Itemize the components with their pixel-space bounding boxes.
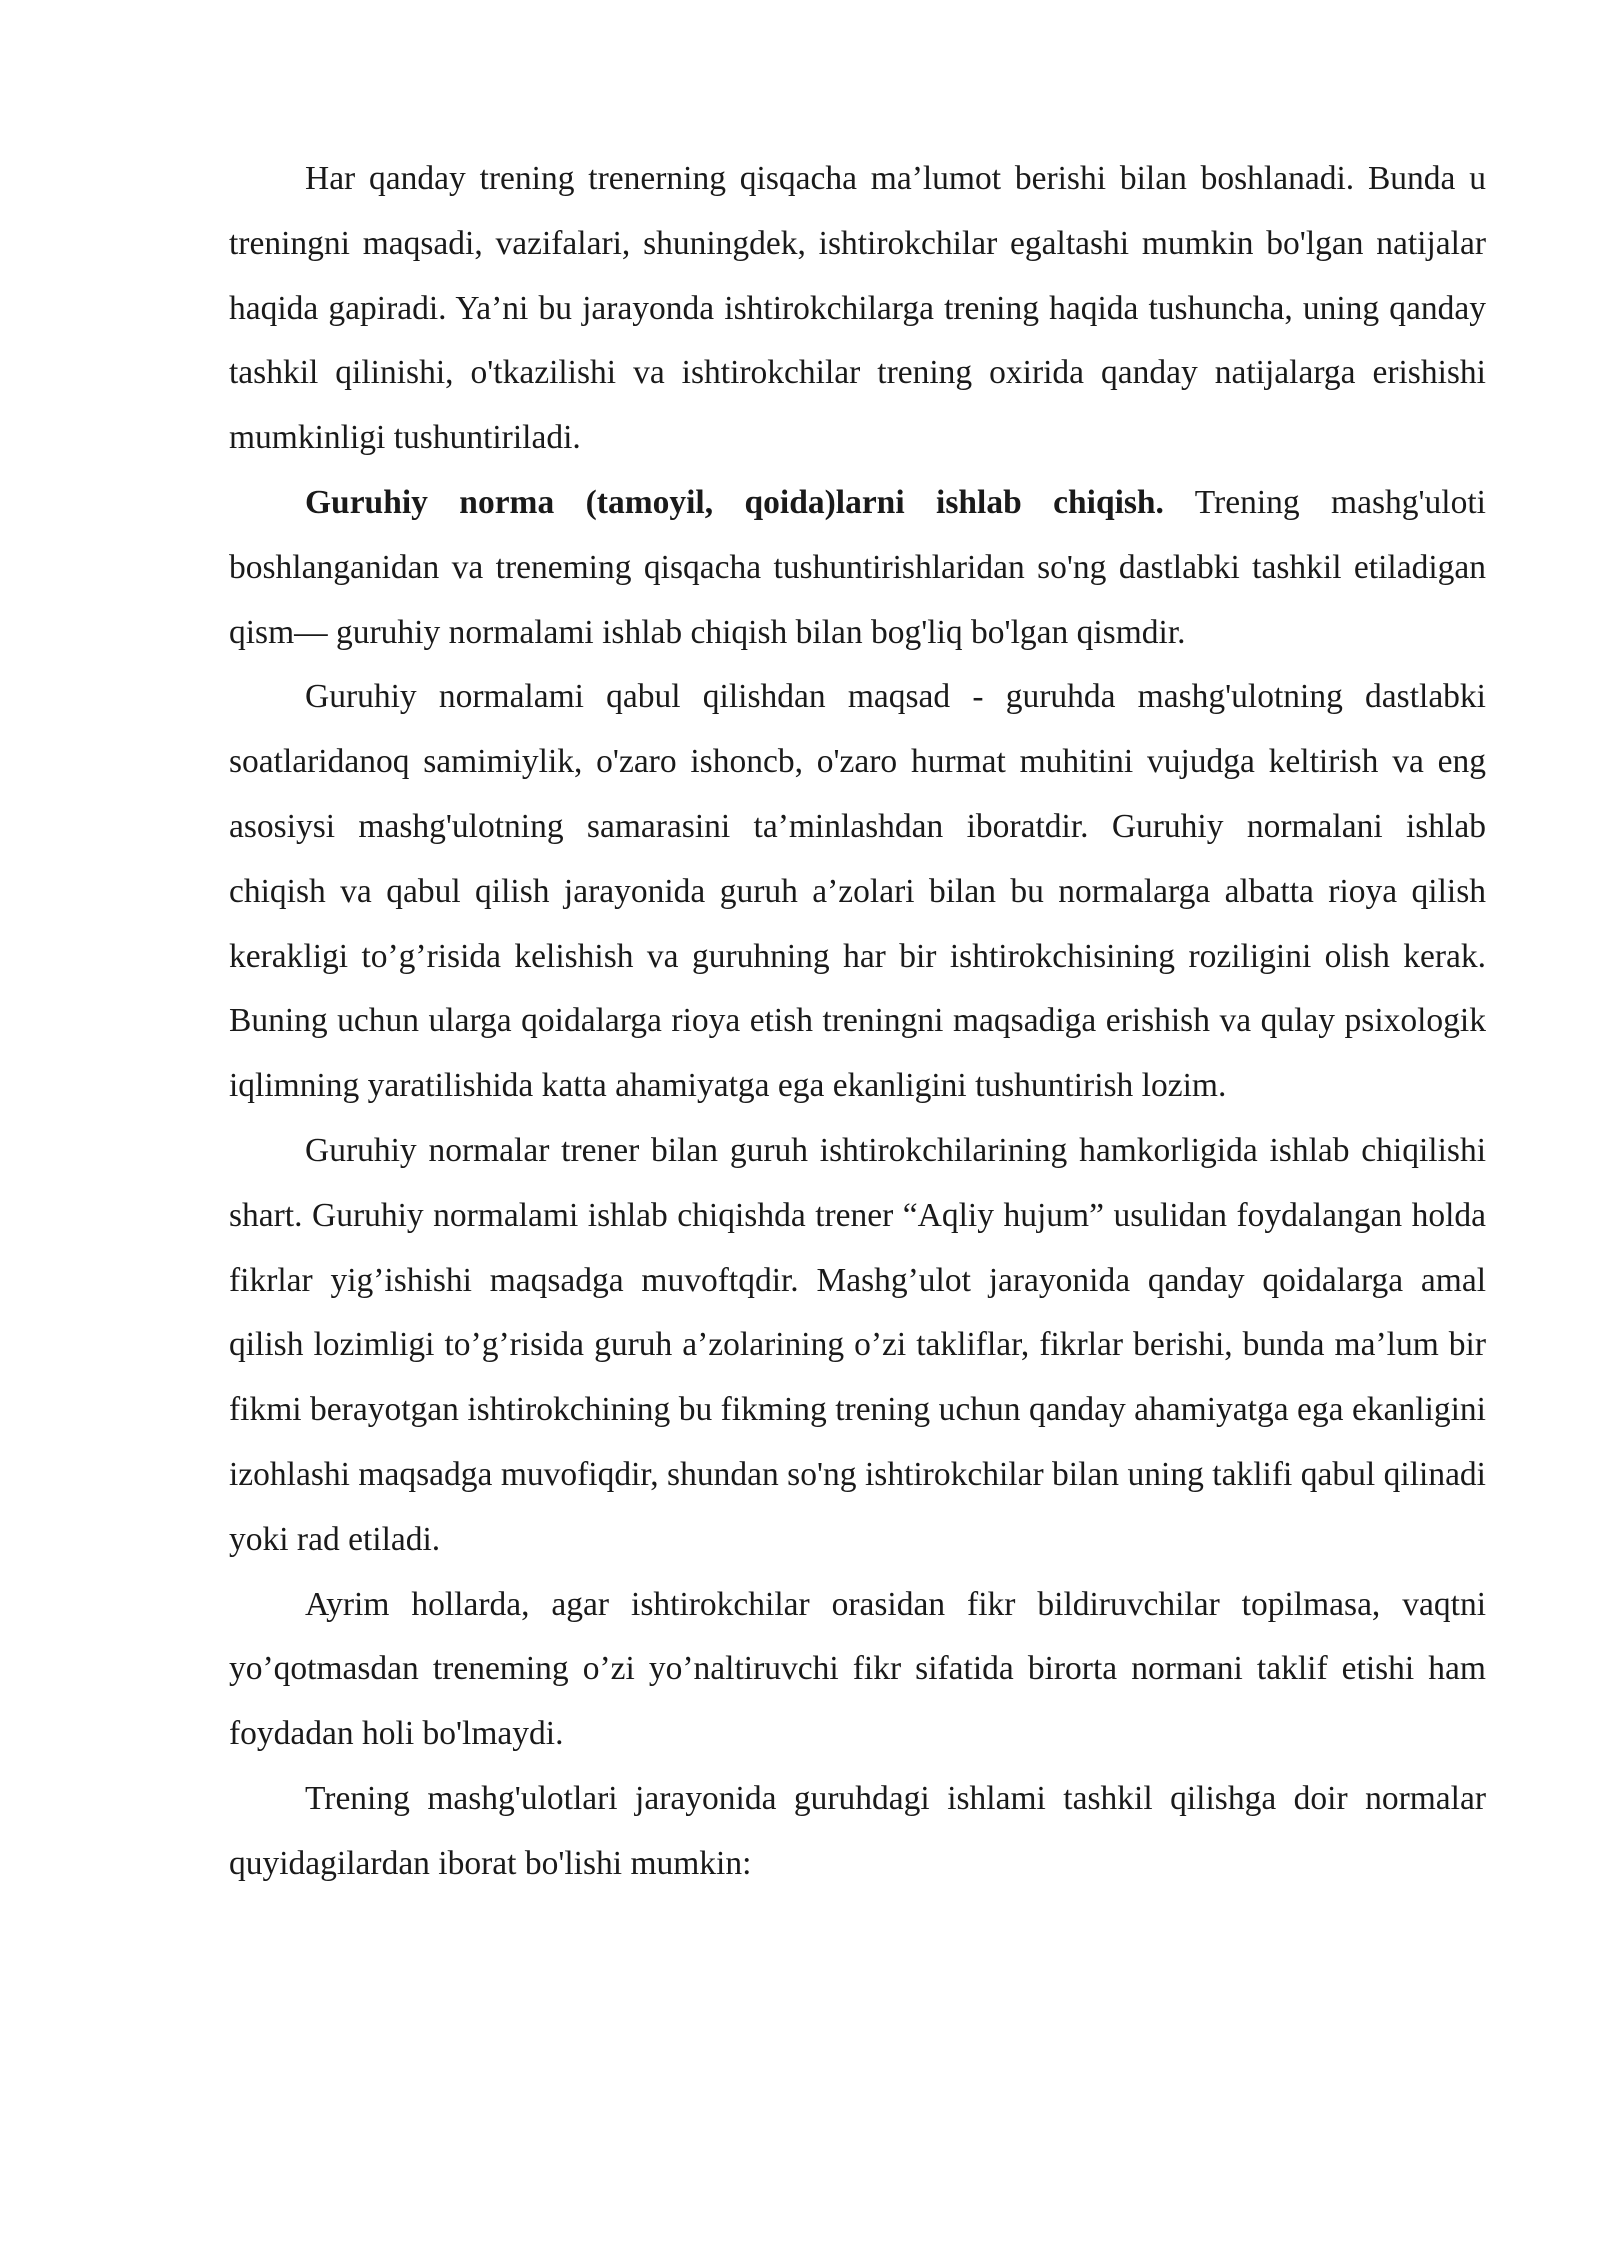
paragraph-text: Guruhiy normalami qabul qilishdan maqsad - guruhda mashg'ulotning dastlabki soatlaridanoq samimiylik, o'zaro ishoncb, o'zaro hurmat muhitini vujudga keltirish va eng asosiysi mashg'ulotning samarasini ta’minlashdan iboratdir. Guruhiy normalani ishlab chiqish va qabul qilish jarayonida guruh a’zolari bilan bu normalarga albatta rioya qilish kerakligi to’g’risida kelishish va guruhning har bir ishtirokchisining roziligini olish kerak. Buning uchun ularga qoidalarga rioya etish treningni maqsadiga erishish va qulay psixologik iqlimning yaratilishida katta ahamiyatga ega ekanligini tushuntirish lozim. (229, 678, 1486, 1105)
paragraph-text: Har qanday trening trenerning qisqacha ma’lumot berishi bilan boshlanadi. Bunda u treningni maqsadi, vazifalari, shuningdek, ishtirokchilar egaltashi mumkin bo'lgan natijalar haqida gapiradi. Ya’ni bu jarayonda ishtirokchilarga trening haqida tushuncha, uning qanday tashkil qilinishi, o'tkazilishi va ishtirokchilar trening oxirida qanday natijalarga erishishi mumkinligi tushuntiriladi. (229, 160, 1486, 457)
paragraph-cooperation (229, 1119, 1486, 1573)
paragraph-purpose (229, 665, 1486, 1119)
paragraph-text: Trening mashg'ulotlari jarayonida guruhdagi ishlami tashkil qilishga doir normalar quyidagilardan iborat bo'lishi mumkin: (229, 1779, 1486, 1882)
paragraph-bold-heading: Guruhiy norma (tamoyil, qoida)larni ishlab chiqish. (305, 483, 1164, 521)
paragraph-text: Ayrim hollarda, agar ishtirokchilar orasidan fikr bildiruvchilar topilmasa, vaqtni yo’qotmasdan treneming o’zi yo’naltiruvchi fikr sifatida birorta normani taklif etishi ham foydadan holi bo'lmaydi. (229, 1585, 1486, 1753)
paragraph-norms-list-intro (229, 1767, 1486, 1897)
paragraph-text: Trening mashg'uloti boshlanganidan va treneming qisqacha tushuntirishlaridan so'ng dastlabki tashkil etiladigan qism— guruhiy normalami ishlab chiqish bilan bog'liq bo'lgan qismdir. (229, 483, 1486, 651)
document-body (229, 147, 1486, 1897)
paragraph-group-norms (229, 471, 1486, 665)
paragraph-intro (229, 147, 1486, 471)
paragraph-text: Guruhiy normalar trener bilan guruh ishtirokchilarining hamkorligida ishlab chiqilishi shart. Guruhiy normalami ishlab chiqishda trener “Aqliy hujum” usulidan foydalangan holda fikrlar yig’ishishi maqsadga muvoftqdir. Mashg’ulot jarayonida qanday qoidalarga amal qilish lozimligi to’g’risida guruh a’zolarining o’zi takliflar, fikrlar berishi, bunda ma’lum bir fikmi berayotgan ishtirokchining bu fikming trening uchun qanday ahamiyatga ega ekanligini izohlashi maqsadga muvofiqdir, shundan so'ng ishtirokchilar bilan uning taklifi qabul qilinadi yoki rad etiladi. (229, 1131, 1486, 1558)
paragraph-exceptions (229, 1573, 1486, 1767)
